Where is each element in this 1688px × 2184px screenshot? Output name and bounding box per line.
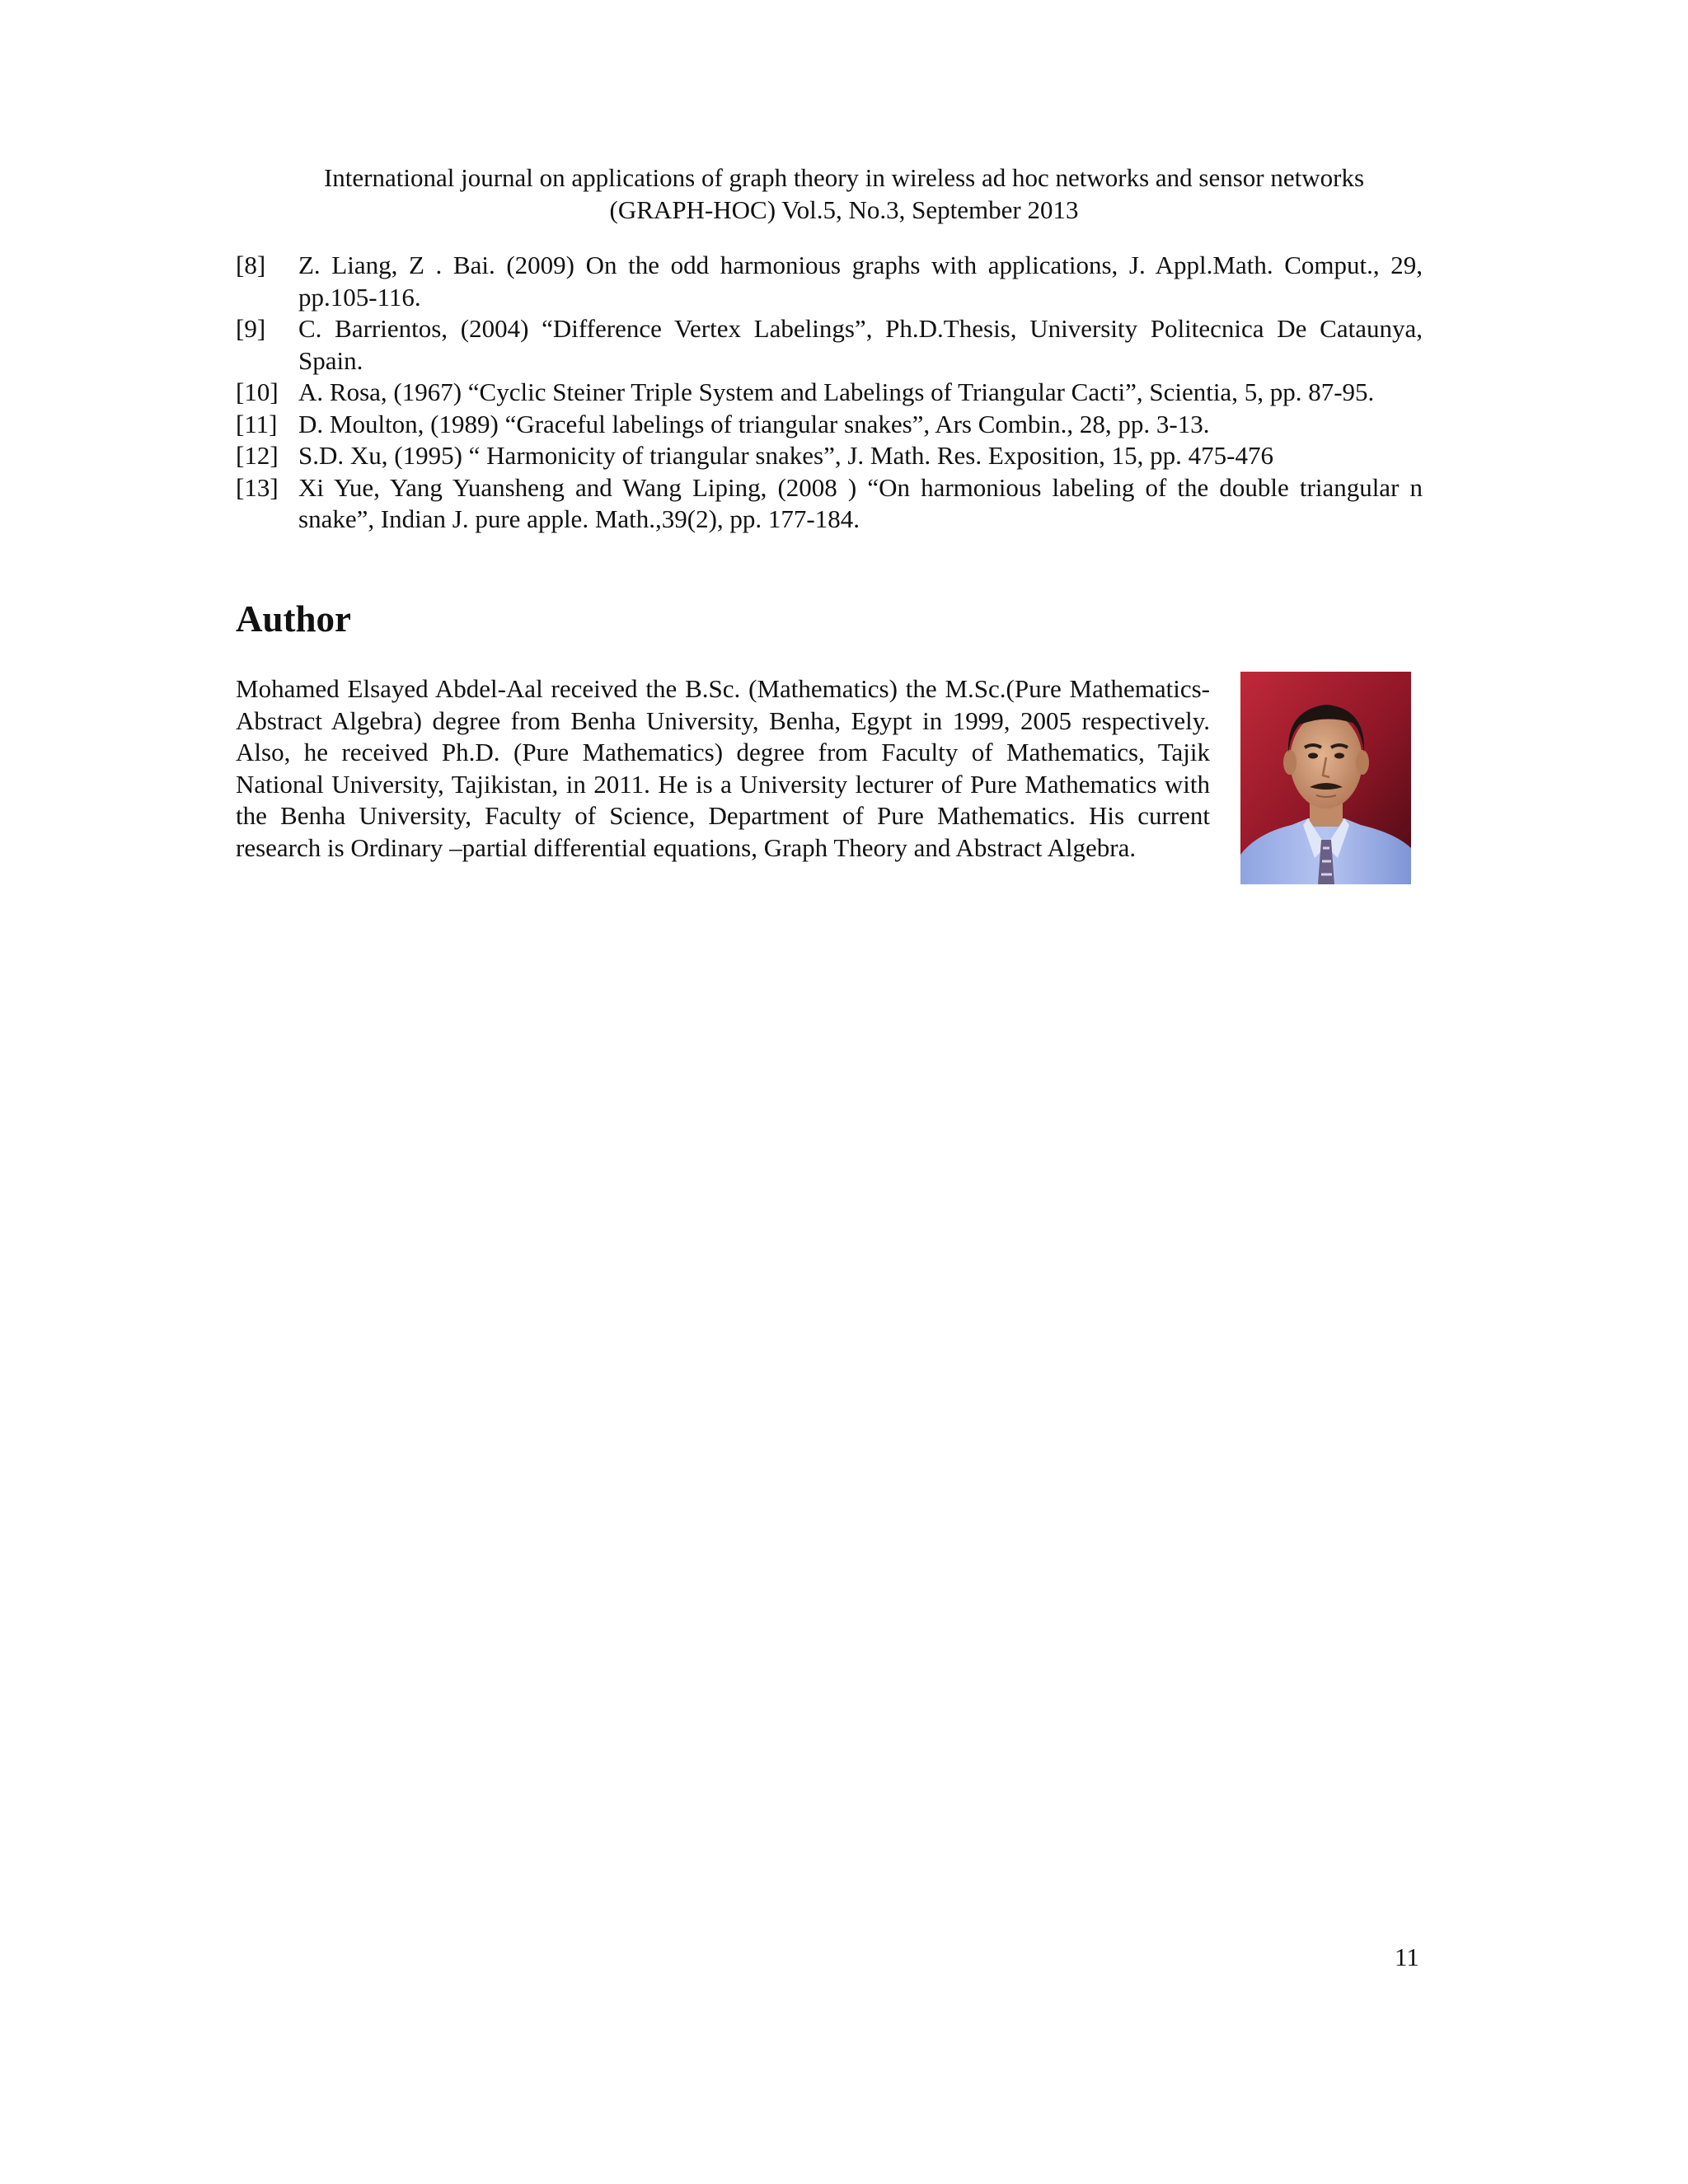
reference-number: [9] [236,314,266,343]
reference-item [236,409,1423,441]
reference-item [236,440,1423,472]
reference-text: A. Rosa, (1967) “Cyclic Steiner Triple System and Labelings of Triangular Cacti”, Scientia, 5, pp. 87-95. [298,377,1375,406]
reference-item [236,377,1423,409]
reference-text: D. Moulton, (1989) “Graceful labelings of triangular snakes”, Ars Combin., 28, pp. 3-13. [298,409,1210,438]
reference-number: [8] [236,251,266,279]
journal-issue-line: (GRAPH-HOC) Vol.5, No.3, September 2013 [609,195,1079,224]
author-heading: Author [236,598,352,640]
reference-list [236,250,1423,536]
page-number: 11 [1395,1943,1419,1971]
author-photo [1240,672,1411,884]
reference-item [236,313,1423,377]
reference-text: Z. Liang, Z . Bai. (2009) On the odd harmonious graphs with applications, J. Appl.Math. Comput., 29, pp.105-116. [298,251,1423,312]
reference-item [236,472,1423,536]
author-biography: Mohamed Elsayed Abdel-Aal received the B.Sc. (Mathematics) the M.Sc.(Pure Mathematics-Abstract Algebra) degree from Benha University, Benha, Egypt in 1999, 2005 respectively. Also, he received Ph.D. (Pure Mathematics) degree from Faculty of Mathematics, Tajik National University, Tajikistan, in 2011. He is a University lecturer of Pure Mathematics with the Benha University, Faculty of Science, Department of Pure Mathematics. His current research is Ordinary –partial differential equations, Graph Theory and Abstract Algebra. [236,674,1210,862]
reference-number: [12] [236,441,279,470]
reference-item [236,250,1423,313]
reference-number: [10] [236,377,279,406]
reference-number: [13] [236,472,279,502]
running-header [0,162,1688,226]
reference-text: Xi Yue, Yang Yuansheng and Wang Liping, (2008 ) “On harmonious labeling of the double triangular n snake”, Indian J. pure apple. Math.,39(2), pp. 177-184. [298,472,1423,533]
reference-number: [11] [236,409,278,438]
journal-title-line: International journal on applications of graph theory in wireless ad hoc networks and sensor networks [323,163,1365,192]
reference-text: C. Barrientos, (2004) “Difference Vertex Labelings”, Ph.D.Thesis, University Politecnica De Cataunya, Spain. [298,314,1423,375]
reference-text: S.D. Xu, (1995) “ Harmonicity of triangular snakes”, J. Math. Res. Exposition, 15, pp. 475-476 [298,441,1273,470]
